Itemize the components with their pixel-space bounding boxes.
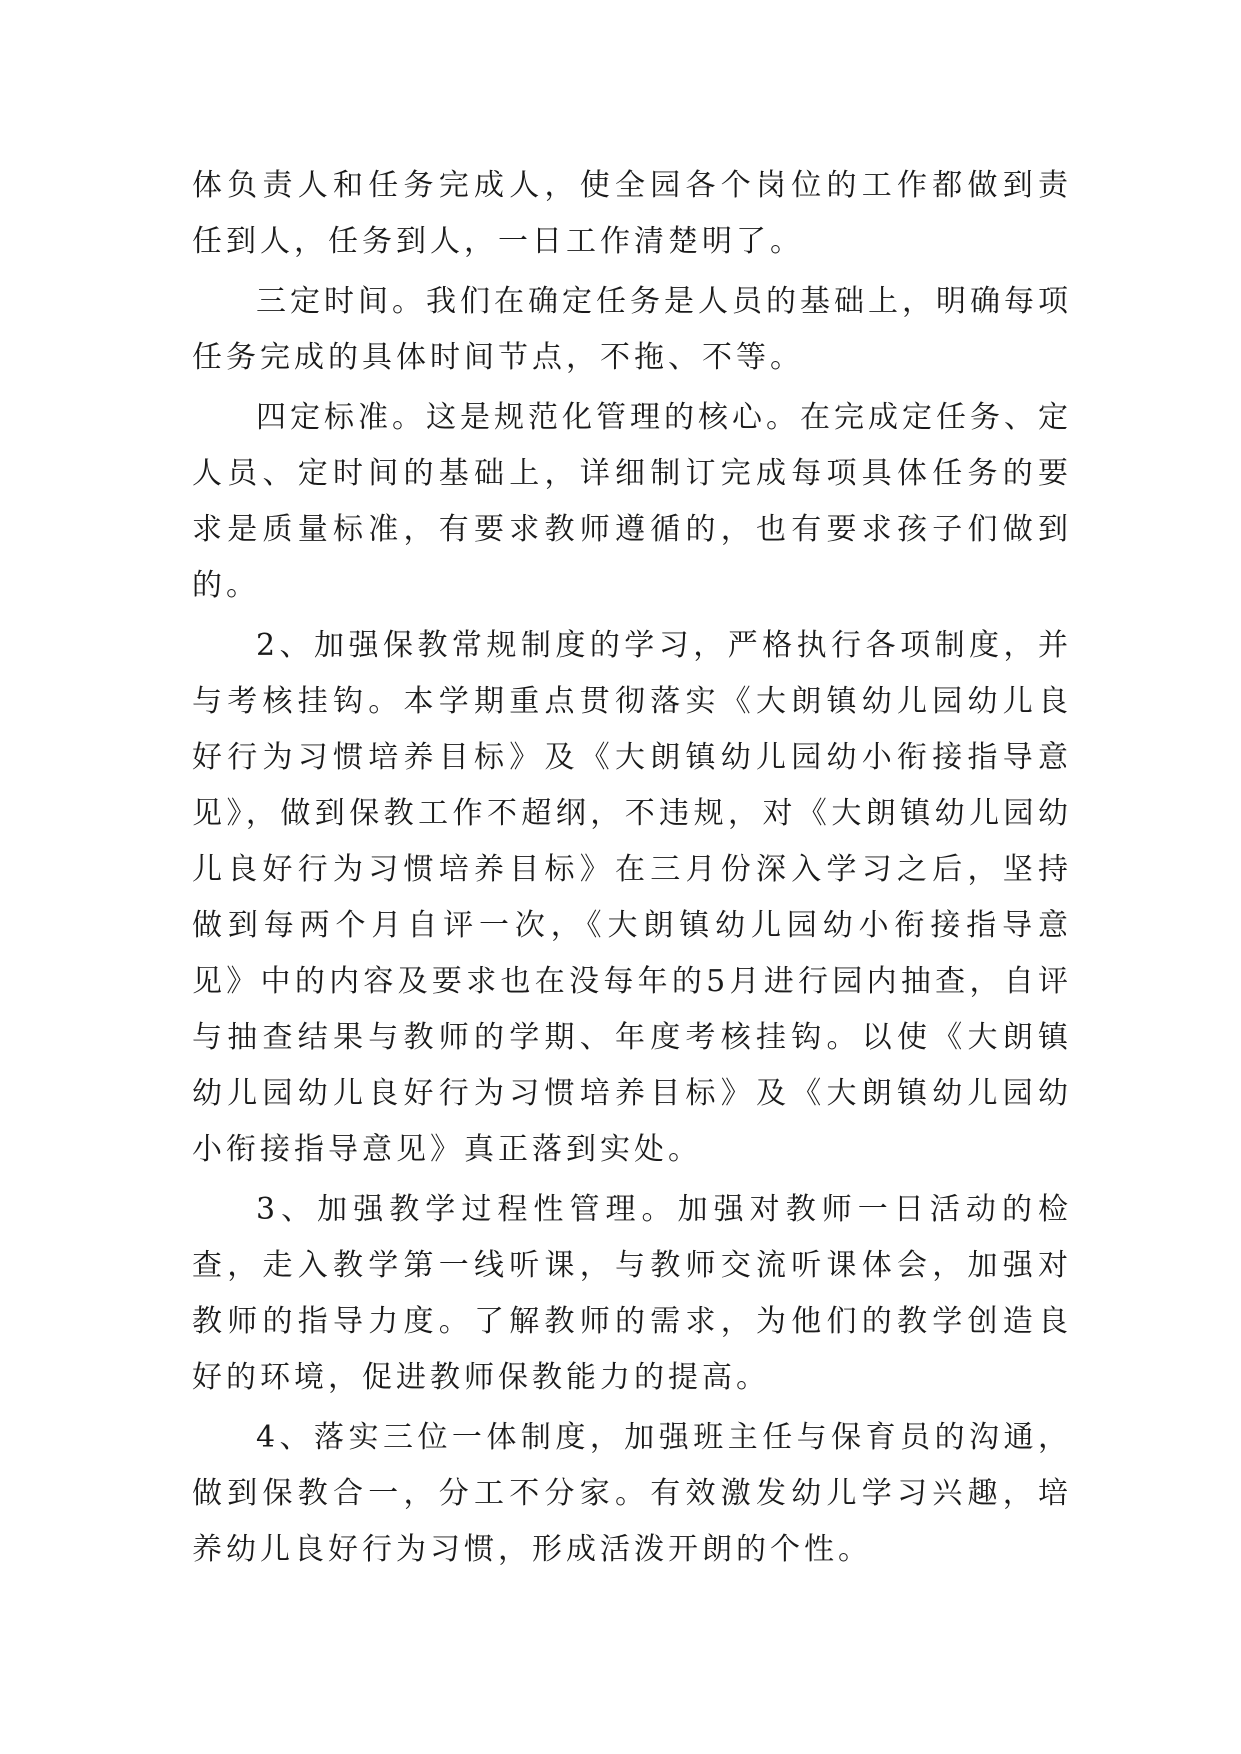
paragraph-2: 三定时间。我们在确定任务是人员的基础上，明确每项任务完成的具体时间节点，不拖、不等。: [192, 284, 1072, 375]
paragraph-1: 体负责人和任务完成人，使全园各个岗位的工作都做到责任到人，任务到人，一日工作清楚明了。: [192, 168, 1072, 259]
document-body: [192, 158, 1072, 1582]
paragraph-6: 4、落实三位一体制度，加强班主任与保育员的沟通，做到保教合一，分工不分家。有效激发幼儿学习兴趣，培养幼儿良好行为习惯，形成活泼开朗的个性。: [192, 1420, 1072, 1567]
paragraph-3: 四定标准。这是规范化管理的核心。在完成定任务、定人员、定时间的基础上，详细制订完成每项具体任务的要求是质量标准，有要求教师遵循的，也有要求孩子们做到的。: [192, 400, 1072, 603]
paragraph-5: 3、加强教学过程性管理。加强对教师一日活动的检查，走入教学第一线听课，与教师交流听课体会，加强对教师的指导力度。了解教师的需求，为他们的教学创造良好的环境，促进教师保教能力的提高。: [192, 1192, 1072, 1395]
paragraph-4: 2、加强保教常规制度的学习，严格执行各项制度，并与考核挂钩。本学期重点贯彻落实《大朗镇幼儿园幼儿良好行为习惯培养目标》及《大朗镇幼儿园幼小衔接指导意见》，做到保教工作不超纲，不违规，对《大朗镇幼儿园幼儿良好行为习惯培养目标》在三月份深入学习之后，坚持做到每两个月自评一次，《大朗镇幼儿园幼小衔接指导意见》中的内容及要求也在没每年的5月进行园内抽查，自评与抽查结果与教师的学期、年度考核挂钩。以使《大朗镇幼儿园幼儿良好行为习惯培养目标》及《大朗镇幼儿园幼小衔接指导意见》真正落到实处。: [192, 628, 1072, 1167]
